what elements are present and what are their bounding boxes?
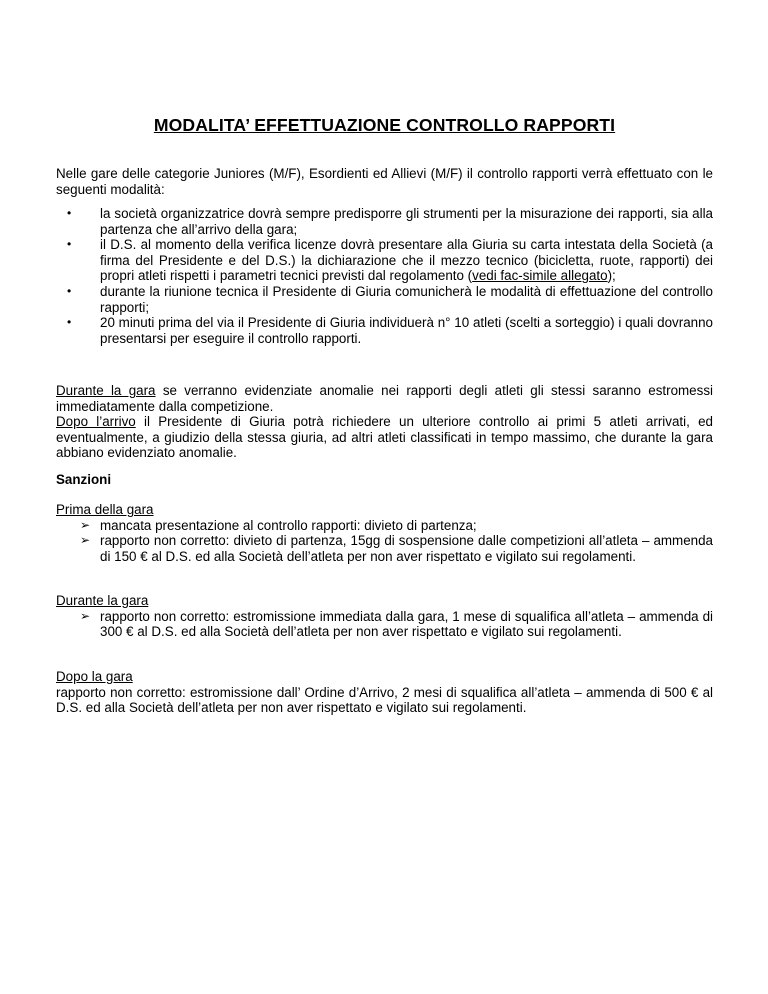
during-text: se verranno evidenziate anomalie nei rapporti degli atleti gli stessi saranno estromessi immediatamente dalla competizione. bbox=[56, 383, 713, 414]
during-race-label: Durante la gara bbox=[56, 593, 149, 608]
list-item-text: durante la riunione tecnica il Presidente di Giuria comunicherà le modalità di effettuazione del controllo rapporti; bbox=[100, 283, 713, 315]
after-arrival-text: il Presidente di Giuria potrà richiedere un ulteriore controllo ai primi 5 atleti arrivati, ed eventualmente, a giudizio della stessa giuria, ad altri atleti classificati in tempo massimo, che durante la gara abbiano evidenziato anomalie. bbox=[56, 414, 713, 461]
during-label: Durante la gara bbox=[56, 383, 156, 398]
after-race-label: Dopo la gara bbox=[56, 669, 133, 684]
bullet-icon: • bbox=[67, 283, 72, 298]
procedure-list bbox=[56, 206, 713, 346]
list-item-text: mancata presentazione al controllo rapporti: divieto di partenza; bbox=[100, 517, 477, 533]
document-title: MODALITA’ EFFETTUAZIONE CONTROLLO RAPPORTI bbox=[153, 115, 616, 135]
intro-paragraph: Nelle gare delle categorie Juniores (M/F), Esordienti ed Allievi (M/F) il controllo rapporti verrà effettuato con le seguenti modalità: bbox=[56, 166, 713, 197]
arrow-icon: ➢ bbox=[80, 608, 91, 623]
list-item-text: il D.S. al momento della verifica licenze dovrà presentare alla Giuria su carta intestata della Società (a firma del Presidente e del D.S.) la dichiarazione che il mezzo tecnico (bicicletta, ruote, rapporti) dei propri atleti rispetti i parametri tecnici previsti dal regolamento ( bbox=[100, 237, 713, 284]
after-race-section bbox=[56, 669, 713, 716]
list-item bbox=[56, 206, 713, 237]
bullet-icon: • bbox=[67, 315, 72, 330]
before-race-list bbox=[56, 518, 713, 565]
list-item bbox=[56, 609, 713, 640]
list-item-text: rapporto non corretto: estromissione immediata dalla gara, 1 mese di squalifica all’atleta – ammenda di 300 € al D.S. ed alla Società dell’atleta per non aver rispettato e vigilato sui regolamenti. bbox=[100, 608, 713, 640]
list-item bbox=[56, 533, 713, 564]
list-item-text: la società organizzatrice dovrà sempre predisporre gli strumenti per la misurazione dei rapporti, sia alla partenza che all’arrivo della gara; bbox=[100, 206, 713, 237]
during-race-section bbox=[56, 593, 713, 640]
arrow-icon: ➢ bbox=[80, 533, 91, 548]
list-item bbox=[56, 315, 713, 346]
list-item bbox=[56, 518, 713, 534]
sanctions-heading: Sanzioni bbox=[56, 472, 112, 487]
bullet-icon: • bbox=[67, 206, 72, 220]
after-race-text: rapporto non corretto: estromissione dall’ Ordine d’Arrivo, 2 mesi di squalifica all’atleta – ammenda di 500 € al D.S. ed alla Società dell’atleta per non aver rispettato e vigilato sui regolamenti. bbox=[56, 684, 713, 716]
after-arrival-label: Dopo l’arrivo bbox=[56, 414, 136, 430]
during-race-list bbox=[56, 609, 713, 640]
bullet-icon: • bbox=[67, 237, 72, 252]
list-item bbox=[56, 237, 713, 284]
list-item-text: 20 minuti prima del via il Presidente di Giuria individuerà n° 10 atleti (scelti a sorteggio) i quali dovranno presentarsi per eseguire il controllo rapporti. bbox=[100, 315, 713, 346]
facsimile-link[interactable]: vedi fac-simile allegato bbox=[472, 268, 608, 284]
list-item-text: rapporto non corretto: divieto di partenza, 15gg di sospensione dalle competizioni all’atleta – ammenda di 150 € al D.S. ed alla Società dell’atleta per non aver rispettato e vigilato sui regolamenti. bbox=[100, 533, 713, 564]
before-race-section bbox=[56, 502, 713, 564]
list-item bbox=[56, 284, 713, 315]
before-race-label: Prima della gara bbox=[56, 502, 154, 517]
arrow-icon: ➢ bbox=[80, 517, 91, 532]
list-item-text-end: ); bbox=[607, 268, 616, 284]
during-race-paragraph bbox=[56, 383, 713, 461]
